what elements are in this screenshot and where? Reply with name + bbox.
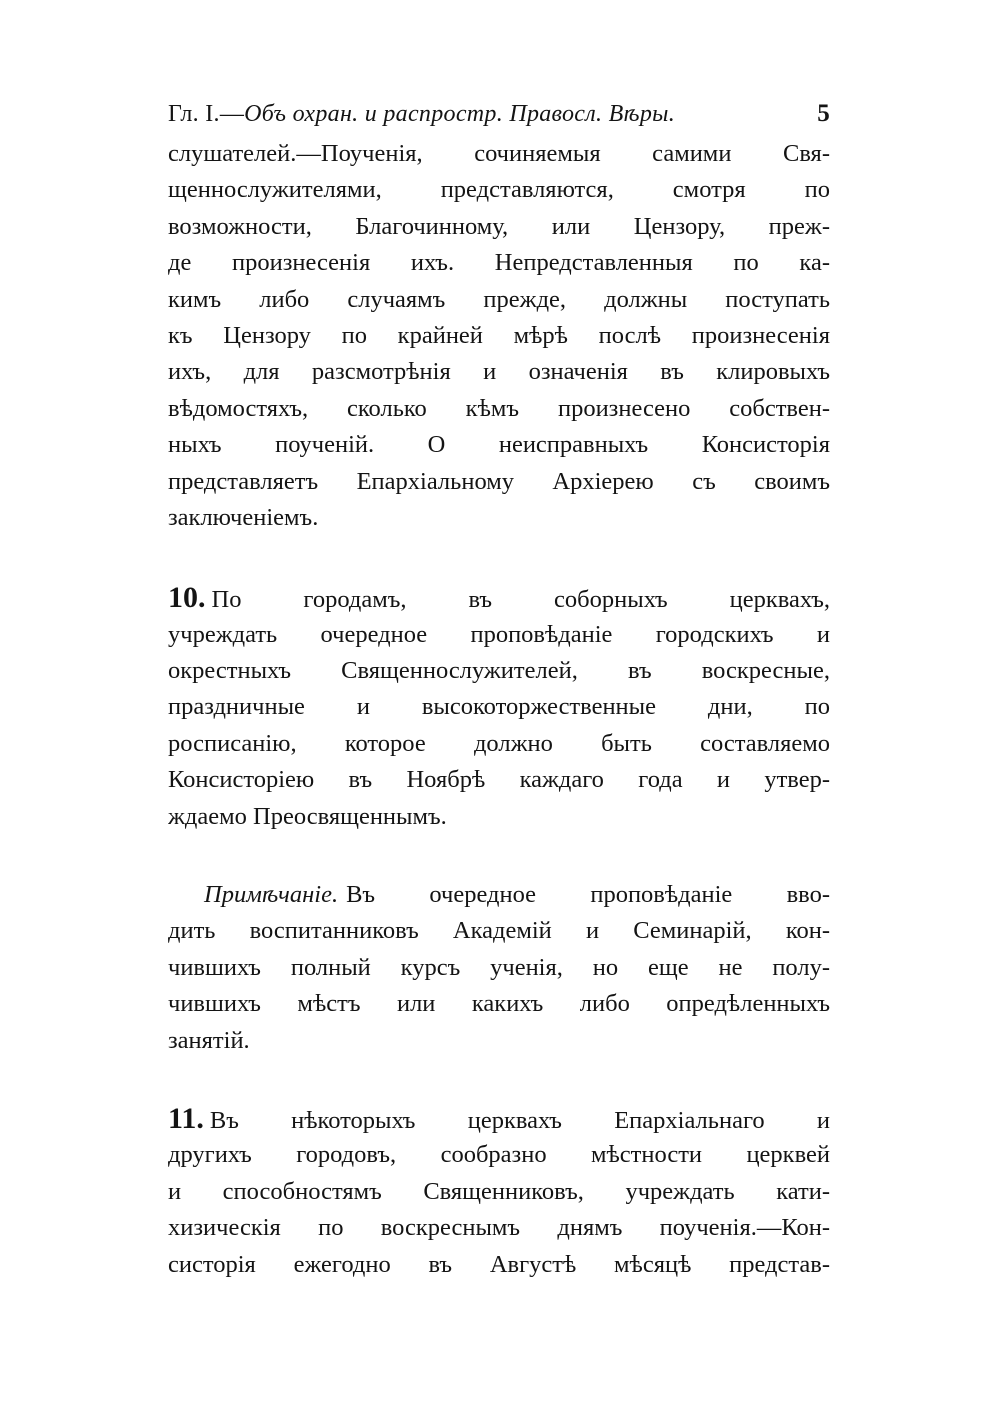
text-line: щеннослужителями, представляются, смотря по: [168, 176, 830, 204]
book-page: [168, 96, 830, 1283]
text-line: де произнесенія ихъ. Непредставленныя по ка-: [168, 249, 830, 277]
text-line: возможности, Благочинному, или Цензору, преж-: [168, 212, 830, 240]
paragraph-11: [168, 1101, 830, 1283]
text-line: кимъ либо случаямъ прежде, должны поступать: [168, 285, 830, 313]
note-first-line-text: Въ очередное проповѣданіе вво-: [346, 881, 830, 909]
paragraph-number: 10.: [168, 581, 206, 615]
paragraph-10: [168, 580, 830, 835]
text-line: праздничные и высокоторжественные дни, по: [168, 693, 830, 721]
text-line: росписанію, которое должно быть составляемо: [168, 729, 830, 757]
paragraph-first-line: [168, 580, 830, 616]
text-line: другихъ городовъ, сообразно мѣстности церквей: [168, 1141, 830, 1169]
text-line: чившихъ полный курсъ ученія, но еще не полу-: [168, 953, 830, 981]
paragraph-first-line: [168, 1101, 830, 1137]
text-line: систорія ежегодно въ Августѣ мѣсяцѣ представ-: [168, 1250, 830, 1278]
paragraph-continued: [168, 136, 830, 536]
text-line: къ Цензору по крайней мѣрѣ послѣ произнесенія: [168, 321, 830, 349]
text-line: и способностямъ Священниковъ, учреждать кати-: [168, 1177, 830, 1205]
paragraph-first-line-text: По городамъ, въ соборныхъ церквахъ,: [211, 586, 830, 614]
text-line: ихъ, для разсмотрѣнія и означенія въ клировыхъ: [168, 358, 830, 386]
text-line: ныхъ поученій. О неисправныхъ Консисторія: [168, 431, 830, 459]
paragraph-first-line-text: Въ нѣкоторыхъ церквахъ Епархіальнаго и: [209, 1106, 830, 1134]
note-paragraph: [168, 877, 830, 1059]
text-line: представляетъ Епархіальному Архіерею съ своимъ: [168, 467, 830, 495]
chapter-label: Гл. I.—: [168, 101, 245, 127]
text-line: Консисторіею въ Ноябрѣ каждаго года и утвер-: [168, 766, 830, 794]
text-line: хизическія по воскреснымъ днямъ поученія.—Кон-: [168, 1214, 830, 1242]
text-line: вѣдомостяхъ, сколько кѣмъ произнесено собствен-: [168, 394, 830, 422]
note-label: Примѣчаніе.: [204, 881, 339, 909]
text-line: окрестныхъ Священнослужителей, въ воскресные,: [168, 657, 830, 685]
chapter-subject: Объ охран. и распростр. Правосл. Вѣры.: [244, 101, 675, 127]
text-line: слушателей.—Поученія, сочиняемыя самими Свя-: [168, 140, 830, 167]
text-line: заключеніемъ.: [168, 503, 319, 531]
text-line: чившихъ мѣстъ или какихъ либо опредѣленныхъ: [168, 990, 830, 1018]
text-line: занятій.: [168, 1026, 250, 1054]
page-number: 5: [817, 100, 830, 127]
paragraph-number: 11.: [168, 1101, 204, 1135]
note-first-line: [168, 877, 830, 913]
text-line: ждаемо Преосвященнымъ.: [168, 802, 447, 830]
text-line: учреждать очередное проповѣданіе городскихъ и: [168, 620, 830, 648]
running-head: [168, 96, 830, 136]
text-line: дить воспитанниковъ Академій и Семинарій, кон-: [168, 917, 830, 945]
